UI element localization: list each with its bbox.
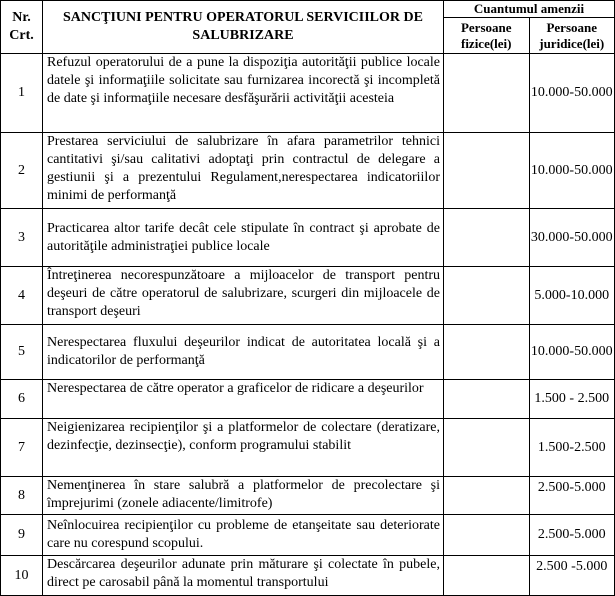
row-description: Refuzul operatorului de a pune la dispoziţia autorităţii publice locale datele şi informaţiile solicitate sau furnizarea incorectă şi incompletă de date şi informaţiile necesare desfăşurării activităţii acesteia (43, 54, 444, 133)
row-description: Nerespectarea fluxului deşeurilor indicat de autoritatea locală şi a indicatorilor de performanţă (43, 325, 444, 380)
row-juridice: 5.000-10.000 (529, 267, 615, 325)
row-fizice (444, 380, 530, 419)
row-number: 8 (1, 477, 43, 515)
row-number: 4 (1, 267, 43, 325)
row-juridice: 2.500 -5.000 (529, 556, 615, 596)
table-row (1, 419, 615, 477)
row-fizice (444, 209, 530, 267)
row-fizice (444, 515, 530, 556)
fizice-header: Persoane fizice(lei) (444, 18, 530, 54)
row-fizice (444, 477, 530, 515)
title-header: SANCŢIUNI PENTRU OPERATORUL SERVICIILOR DE SALUBRIZARE (43, 1, 444, 54)
row-number: 3 (1, 209, 43, 267)
table-row (1, 556, 615, 596)
table-row (1, 267, 615, 325)
row-description: Practicarea altor tarife decât cele stipulate în contract şi aprobate de autorităţile administraţiei publice locale (43, 209, 444, 267)
row-number: 2 (1, 133, 43, 209)
row-juridice: 10.000-50.000 (529, 325, 615, 380)
row-description: Descărcarea deşeurilor adunate prin măturare şi colectate în pubele, direct pe carosabil până la momentul transportului (43, 556, 444, 596)
table-row (1, 133, 615, 209)
row-description: Întreţinerea necorespunzătoare a mijloacelor de transport pentru deşeuri de către operatorul de salubrizare, scurgeri din mijloacele de transport deşeuri (43, 267, 444, 325)
row-juridice: 1.500-2.500 (529, 419, 615, 477)
row-juridice: 30.000-50.000 (529, 209, 615, 267)
row-description: Neînlocuirea recipienţilor cu probleme de etanşeitate sau deteriorate care nu corespund scopului. (43, 515, 444, 556)
table-row (1, 515, 615, 556)
row-juridice: 2.500-5.000 (529, 477, 615, 515)
row-juridice: 2.500-5.000 (529, 515, 615, 556)
row-description: Prestarea serviciului de salubrizare în afara parametrilor tehnici cantitativi şi/sau calitativi adoptaţi prin contractul de delegare a gestiunii şi a prezentului Regulament,nerespectarea indicatoriilor minimi de performanţă (43, 133, 444, 209)
row-number: 7 (1, 419, 43, 477)
table-row (1, 380, 615, 419)
row-fizice (444, 54, 530, 133)
row-number: 5 (1, 325, 43, 380)
row-juridice: 1.500 - 2.500 (529, 380, 615, 419)
row-fizice (444, 556, 530, 596)
row-description: Nerespectarea de către operator a graficelor de ridicare a deşeurilor (43, 380, 444, 419)
row-fizice (444, 325, 530, 380)
row-description: Nemenţinerea în stare salubră a platformelor de precolectare şi împrejurimi (zonele adiacente/limitrofe) (43, 477, 444, 515)
table-row (1, 54, 615, 133)
juridice-header: Persoane juridice(lei) (529, 18, 615, 54)
row-juridice: 10.000-50.000 (529, 133, 615, 209)
table-row (1, 325, 615, 380)
amenzi-header: Cuantumul amenzii (444, 1, 615, 18)
row-fizice (444, 267, 530, 325)
row-number: 6 (1, 380, 43, 419)
table-row (1, 477, 615, 515)
row-fizice (444, 133, 530, 209)
row-juridice: 10.000-50.000 (529, 54, 615, 133)
row-fizice (444, 419, 530, 477)
row-description: Neigienizarea recipienţilor şi a platformelor de colectare (deratizare, dezinfecţie, dezinsecţie), conform programului stabilit (43, 419, 444, 477)
nr-header: Nr. Crt. (1, 1, 43, 54)
table-row (1, 209, 615, 267)
row-number: 10 (1, 556, 43, 596)
row-number: 9 (1, 515, 43, 556)
row-number: 1 (1, 54, 43, 133)
